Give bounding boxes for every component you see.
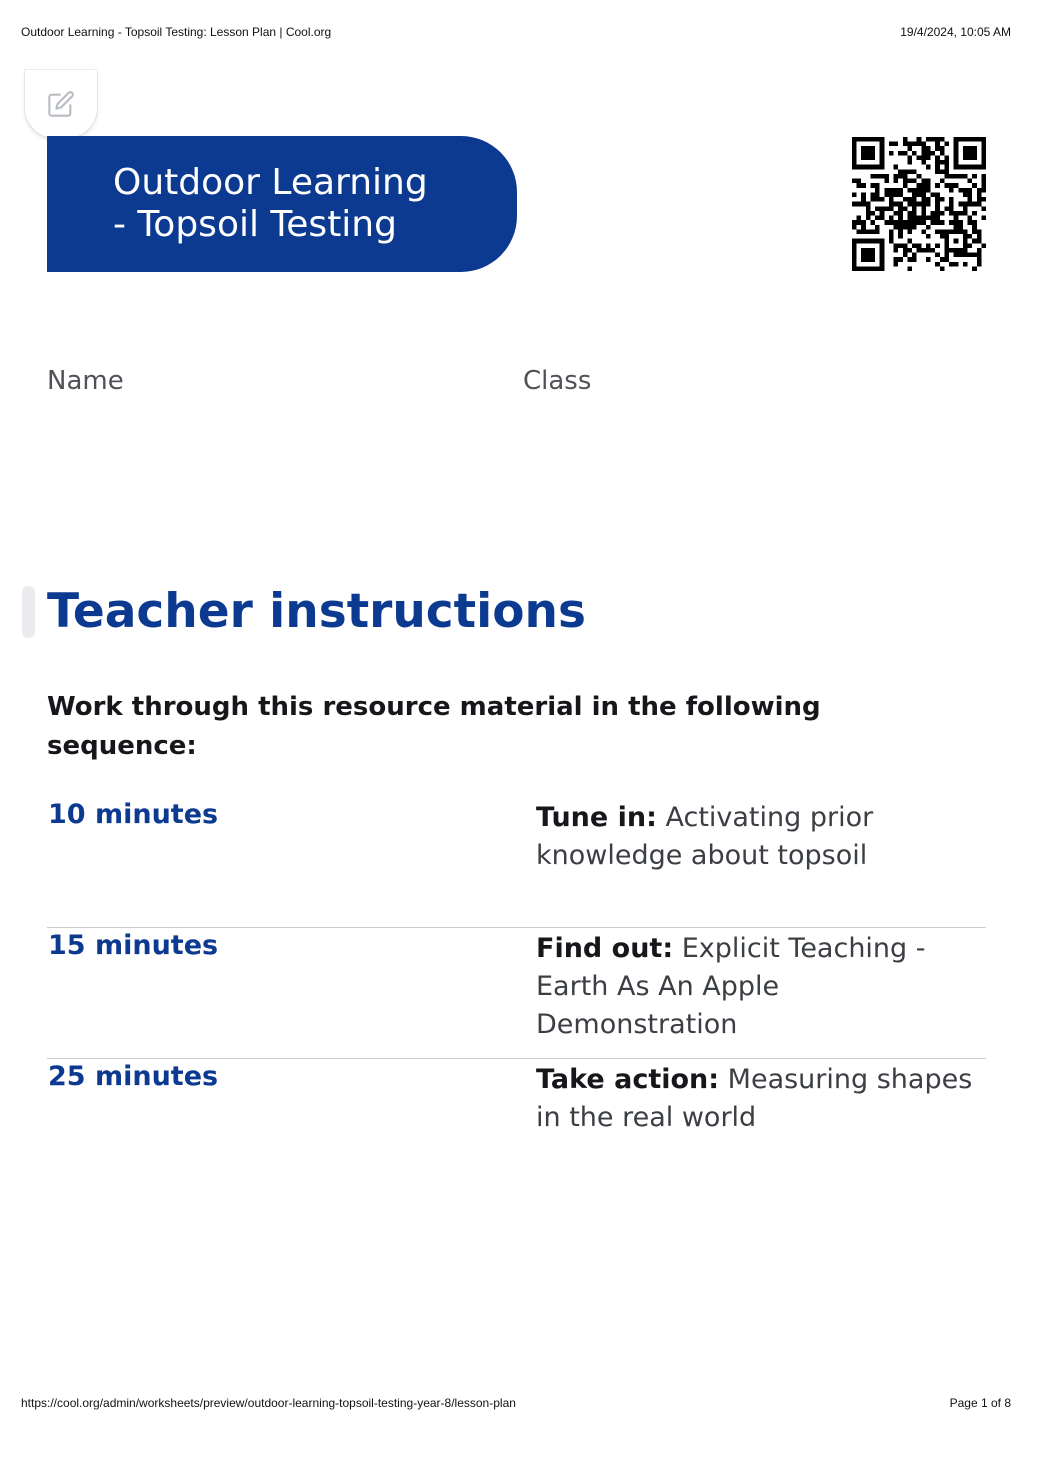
sequence-detail: Measuring shapes in the real world xyxy=(536,1064,973,1133)
sequence-duration: 25 minutes xyxy=(48,1061,219,1092)
sequence-duration: 10 minutes xyxy=(48,799,219,830)
sequence-row xyxy=(47,928,986,1059)
name-field-label: Name xyxy=(47,366,124,396)
section-title: Teacher instructions xyxy=(47,584,586,639)
sequence-detail: Activating prior knowledge about topsoil xyxy=(536,802,874,871)
worksheet-title-line-2: - Topsoil Testing xyxy=(113,204,397,245)
section-marker xyxy=(22,586,35,638)
print-url: https://cool.org/admin/worksheets/preview/outdoor-learning-topsoil-testing-year-8/lesson-plan xyxy=(21,1396,516,1410)
sequence-detail: Explicit Teaching - Earth As An Apple Demonstration xyxy=(536,933,926,1040)
sequence-row xyxy=(47,1059,986,1190)
print-page-title: Outdoor Learning - Topsoil Testing: Lesson Plan | Cool.org xyxy=(21,25,332,39)
sequence-description xyxy=(536,799,988,875)
sequence-intro: Work through this resource material in the following sequence: xyxy=(47,692,821,761)
sequence-description xyxy=(536,930,988,1044)
sequence-phase: Take action: xyxy=(536,1064,720,1095)
worksheet-title-banner xyxy=(47,136,517,272)
qr-code-icon xyxy=(852,137,986,271)
sequence-description xyxy=(536,1061,988,1137)
sequence-phase: Find out: xyxy=(536,933,674,964)
print-datetime: 19/4/2024, 10:05 AM xyxy=(900,25,1011,39)
sequence-phase: Tune in: xyxy=(536,802,657,833)
print-footer xyxy=(21,1396,1011,1410)
edit-icon xyxy=(47,90,75,118)
class-field-label: Class xyxy=(523,366,592,396)
worksheet-title xyxy=(113,162,497,246)
print-header xyxy=(21,25,1011,39)
edit-button[interactable] xyxy=(25,70,97,138)
worksheet-title-line-1: Outdoor Learning xyxy=(113,162,428,203)
sequence-duration: 15 minutes xyxy=(48,930,219,961)
sequence-row xyxy=(47,797,986,928)
print-page-indicator: Page 1 of 8 xyxy=(949,1396,1011,1410)
lesson-sequence xyxy=(47,797,986,1190)
